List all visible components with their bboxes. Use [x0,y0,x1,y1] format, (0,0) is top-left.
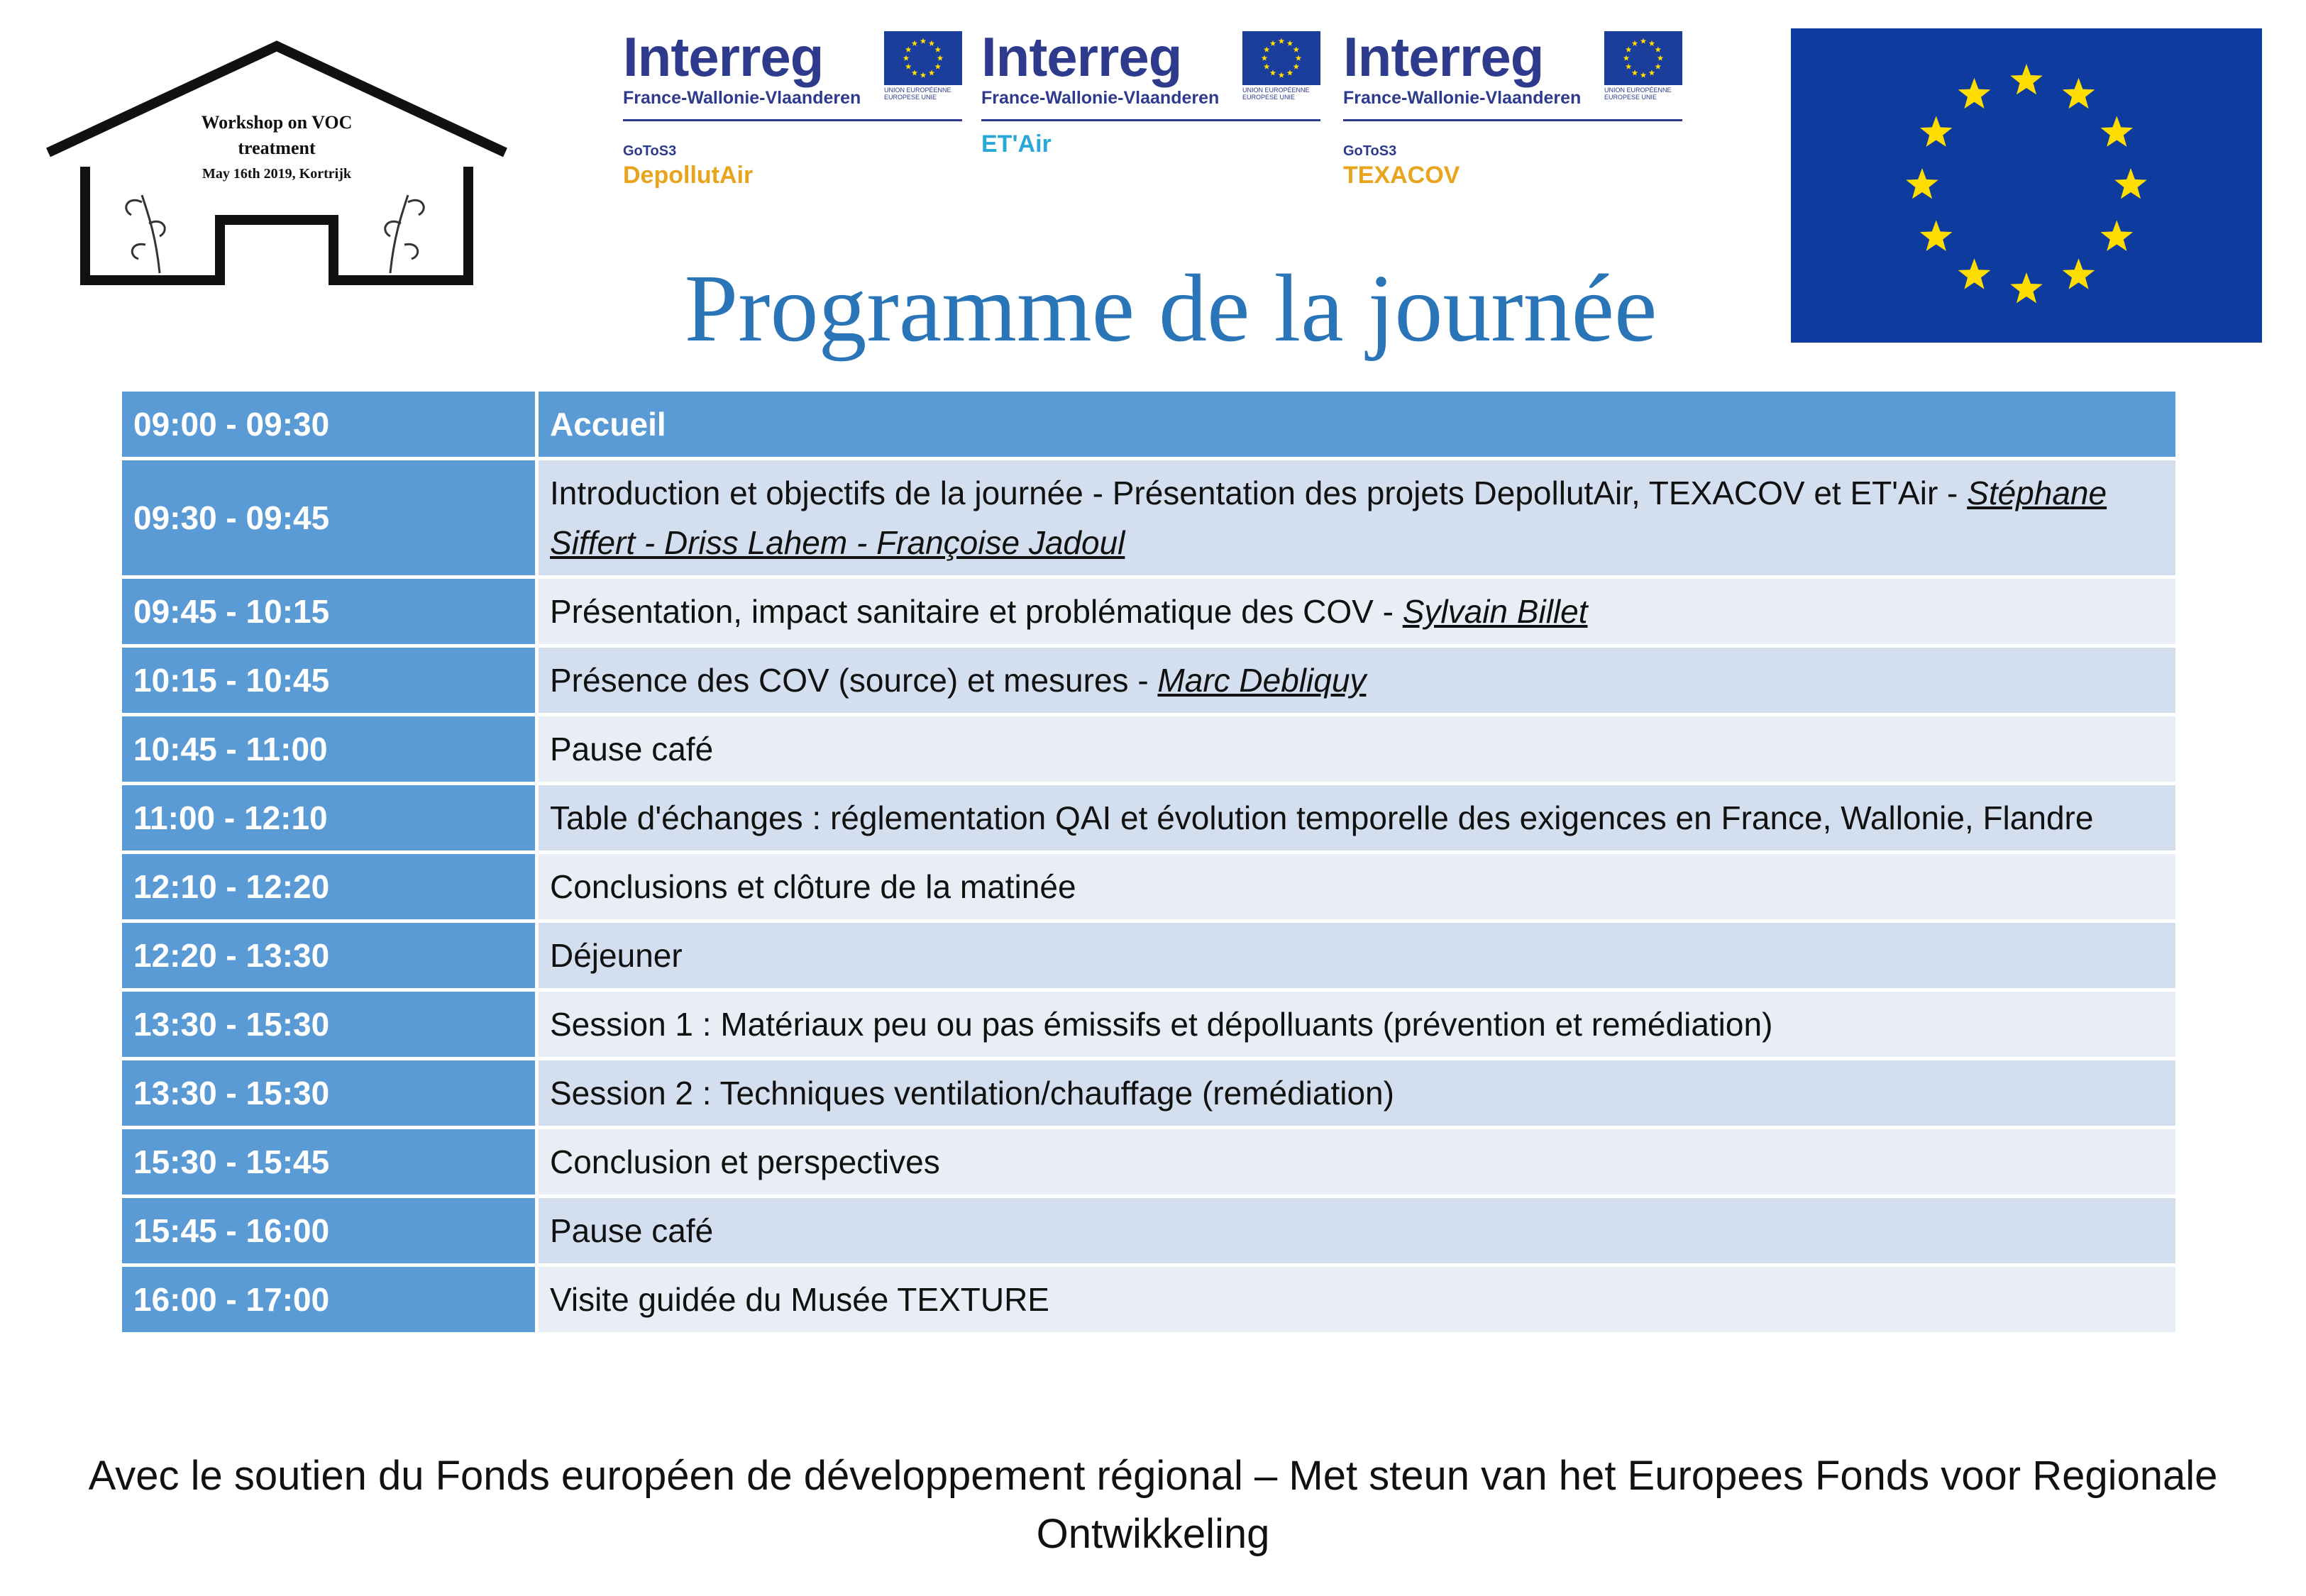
divider [623,119,962,121]
time-slot: 13:30 - 15:30 [122,1060,535,1126]
gotos-label: GoToS3 [623,143,677,159]
star-icon [1623,55,1630,61]
table-row [122,1060,2175,1126]
table-row [122,1198,2175,1263]
divider [1343,119,1682,121]
activity-text: Accueil [550,406,666,443]
star-icon [1270,70,1276,75]
time-slot: 16:00 - 17:00 [122,1267,535,1332]
star-icon [1626,47,1632,52]
workshop-logo-date: May 16th 2019, Kortrijk [202,166,351,182]
star-icon [1279,38,1285,44]
star-icon [1293,64,1300,70]
star-icon [1958,78,1991,109]
star-icon [1657,55,1664,61]
star-icon [1287,40,1293,46]
table-row [122,854,2175,919]
star-icon [1293,47,1300,52]
star-icon [2063,78,2095,109]
activity-text: Pause café [550,731,714,767]
star-icon [1649,70,1655,75]
star-icon [2010,272,2043,303]
eu-small-flag-caption: UNION EUROPÉENNE EUROPESE UNIE [1604,87,1672,101]
interreg-region: France-Wallonie-Vlaanderen [1343,88,1582,108]
star-icon [1279,72,1285,78]
star-icon [1906,168,1938,199]
star-icon [1920,221,1953,251]
project-name: ET'Air [981,131,1052,157]
activity-text: Déjeuner [550,937,683,974]
eu-small-flag-caption: UNION EUROPÉENNE EUROPESE UNIE [884,87,951,101]
interreg-logo-etair [981,28,1322,199]
activity-text: Table d'échanges : réglementation QAI et évolution temporelle des exigences en France, Wallonie, Flandre [550,799,2094,836]
eu-small-flag-icon [1242,31,1320,85]
activity [539,579,2175,644]
activity-text: Présentation, impact sanitaire et problématique des COV - [550,593,1403,630]
star-icon [1632,40,1638,46]
speaker-name: Sylvain Billet [1402,593,1588,630]
activity [539,1060,2175,1126]
activity-text: Pause café [550,1212,714,1249]
star-icon [935,47,942,52]
interreg-logo-depollutair [623,28,964,199]
star-icon [1270,40,1276,46]
star-icon [2114,168,2147,199]
interreg-region: France-Wallonie-Vlaanderen [981,88,1220,108]
star-icon [1655,64,1662,70]
table-row [122,992,2175,1057]
eu-small-flag-icon [884,31,962,85]
star-icon [903,55,910,61]
time-slot: 11:00 - 12:10 [122,785,535,850]
star-icon [905,64,912,70]
star-icon [1264,64,1270,70]
speaker-name: Marc Debliquy [1157,662,1367,699]
table-row [122,1267,2175,1332]
speaker-name: Stéphane Siffert - Driss Lahem - Françoise Jadoul [550,475,2107,561]
eu-flag-icon [1791,28,2262,343]
project-name: TEXACOV [1343,162,1460,189]
activity-text: Introduction et objectifs de la journée - Présentation des projets DepollutAir, TEXACOV et ET'Air - [550,475,1968,511]
activity-text: Session 1 : Matériaux peu ou pas émissifs et dépolluants (prévention et remédiation) [550,1006,1773,1043]
interreg-wordmark: Interreg [1343,26,1544,88]
table-row [122,579,2175,644]
star-icon [1655,47,1662,52]
activity [539,648,2175,713]
star-icon [1632,70,1638,75]
table-row [122,648,2175,713]
activity-text: Présence des COV (source) et mesures - [550,662,1158,699]
star-icon [935,64,942,70]
star-icon [1920,116,1953,147]
star-icon [1958,258,1991,289]
activity [539,1129,2175,1195]
star-icon [912,70,918,75]
activity [539,785,2175,850]
time-slot: 15:30 - 15:45 [122,1129,535,1195]
star-icon [2010,64,2043,94]
time-slot: 10:45 - 11:00 [122,716,535,782]
table-row [122,392,2175,457]
time-slot: 12:10 - 12:20 [122,854,535,919]
interreg-wordmark: Interreg [623,26,824,88]
workshop-logo-line2: treatment [238,138,316,158]
programme-table [122,392,2175,1336]
star-icon [929,40,935,46]
time-slot: 12:20 - 13:30 [122,923,535,988]
table-row [122,460,2175,575]
time-slot: 15:45 - 16:00 [122,1198,535,1263]
activity [539,992,2175,1057]
time-slot: 09:00 - 09:30 [122,392,535,457]
activity [539,854,2175,919]
project-name: DepollutAir [623,162,754,189]
eu-small-flag-caption: UNION EUROPÉENNE EUROPESE UNIE [1242,87,1310,101]
workshop-logo-text [43,110,511,187]
time-slot: 09:30 - 09:45 [122,460,535,575]
activity [539,392,2175,457]
gotos-label: GoToS3 [1343,143,1397,159]
star-icon [929,70,935,75]
star-icon [2101,116,2134,147]
star-icon [1262,55,1268,61]
star-icon [1626,64,1632,70]
eu-small-flag-icon [1604,31,1682,85]
time-slot: 10:15 - 10:45 [122,648,535,713]
star-icon [1264,47,1270,52]
activity [539,1198,2175,1263]
star-icon [1287,70,1293,75]
activity-text: Conclusions et clôture de la matinée [550,868,1076,905]
star-icon [912,40,918,46]
star-icon [1649,40,1655,46]
activity [539,716,2175,782]
table-row [122,716,2175,782]
activity-text: Visite guidée du Musée TEXTURE [550,1281,1049,1318]
star-icon [920,72,927,78]
time-slot: 13:30 - 15:30 [122,992,535,1057]
interreg-region: France-Wallonie-Vlaanderen [623,88,861,108]
star-icon [937,55,944,61]
divider [981,119,1320,121]
funding-footer: Avec le soutien du Fonds européen de développement régional – Met steun van het Europees Fonds voor Regionale Ontwikkeling [88,1453,2218,1557]
time-slot: 09:45 - 10:15 [122,579,535,644]
table-row [122,1129,2175,1195]
star-icon [1640,38,1647,44]
activity-text: Session 2 : Techniques ventilation/chauffage (remédiation) [550,1075,1394,1112]
star-icon [2101,221,2134,251]
activity-text: Conclusion et perspectives [550,1143,940,1180]
interreg-logo-texacov [1343,28,1684,199]
star-icon [920,38,927,44]
star-icon [2063,258,2095,289]
star-icon [1640,72,1647,78]
star-icon [905,47,912,52]
flower-ornament-icon [126,195,424,273]
activity [539,460,2175,575]
activity [539,923,2175,988]
table-row [122,785,2175,850]
star-icon [1296,55,1302,61]
workshop-logo-line1: Workshop on VOC [201,112,353,133]
page-title: Programme de la journée [684,255,1657,362]
workshop-logo [43,39,511,294]
table-row [122,923,2175,988]
activity [539,1267,2175,1332]
interreg-wordmark: Interreg [981,26,1182,88]
